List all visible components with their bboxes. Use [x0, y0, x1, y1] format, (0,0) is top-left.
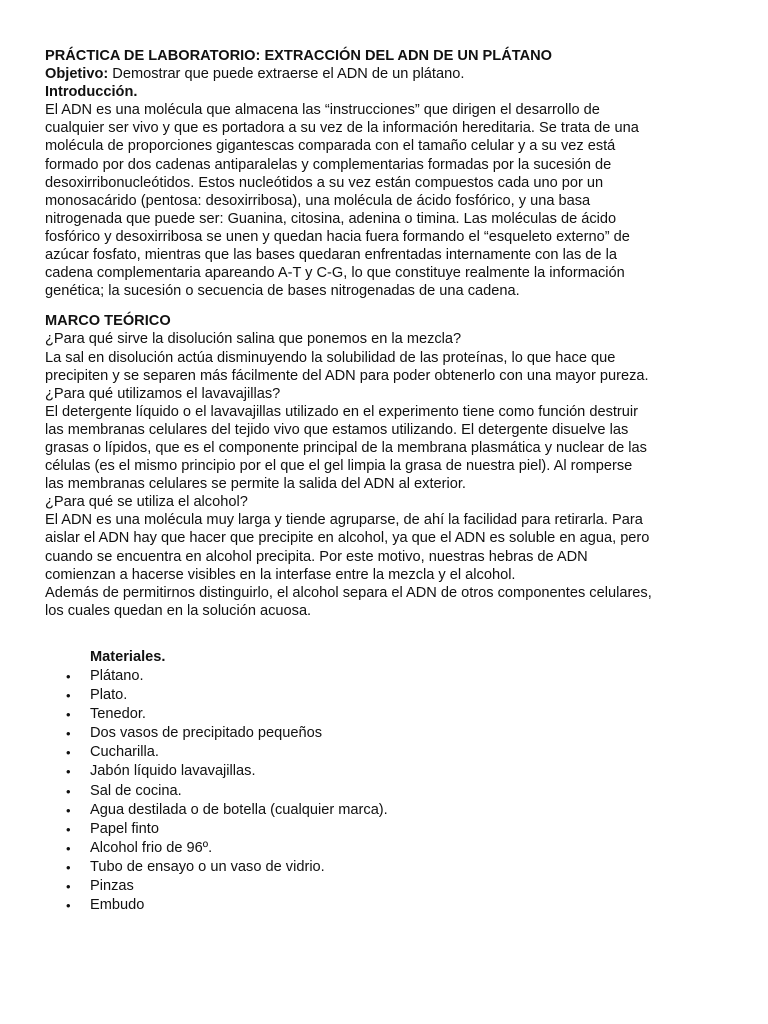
marco-line: ¿Para qué se utiliza el alcohol?	[45, 494, 248, 511]
marco-line: las membranas celulares del tejido vivo que estamos utilizando. El detergente disuelve las	[45, 421, 629, 438]
materials-list	[45, 667, 735, 915]
list-item	[45, 705, 735, 724]
list-item	[45, 820, 735, 839]
list-item	[45, 762, 735, 781]
bullet-icon: •	[66, 669, 71, 684]
marco-line: cuando se encuentra en alcohol precipita. Por este motivo, nuestras hebras de ADN	[45, 548, 588, 565]
marco-body	[45, 330, 735, 620]
list-item	[45, 667, 735, 686]
list-item	[45, 724, 735, 743]
objective-text: Demostrar que puede extraerse el ADN de un plátano.	[108, 66, 465, 83]
marco-line: precipiten y se separen más fácilmente del ADN para poder obtenerlo con una mayor pureza.	[45, 367, 649, 384]
material-label: Tubo de ensayo o un vaso de vidrio.	[90, 858, 325, 875]
intro-line: monosacárido (pentosa: desoxirribosa), una molécula de ácido fosfórico, y una basa	[45, 192, 591, 209]
material-label: Plátano.	[90, 668, 144, 684]
marco-line: los cuales quedan en la solución acuosa.	[45, 602, 312, 619]
material-label: Agua destilada o de botella (cualquier marca).	[90, 801, 388, 818]
material-label: Cucharilla.	[90, 744, 159, 761]
page-title: PRÁCTICA DE LABORATORIO: EXTRACCIÓN DEL ADN DE UN PLÁTANO	[45, 48, 552, 64]
intro-line: genética; la sucesión o secuencia de bases nitrogenadas de una cadena.	[45, 283, 520, 300]
intro-line: cualquier ser vivo y que es portadora a su vez de la información hereditaria. Se trata de una	[45, 120, 639, 137]
bullet-icon: •	[66, 783, 71, 799]
materials-heading: Materiales.	[90, 648, 166, 665]
list-item	[45, 686, 735, 705]
list-item	[45, 896, 735, 915]
intro-line: cadena complementaria apareando A-T y C-G, lo que constituye realmente la información	[45, 265, 625, 282]
marco-line: ¿Para qué utilizamos el lavavajillas?	[45, 385, 281, 402]
intro-line: fosfórico y desoxirribosa se unen y quedan hacia fuera formando el “esqueleto externo” de	[45, 228, 630, 245]
marco-line: El ADN es una molécula muy larga y tiende agruparse, de ahí la facilidad para retirarla. Para	[45, 512, 643, 529]
bullet-icon: •	[66, 802, 71, 818]
bullet-icon: •	[66, 707, 71, 723]
list-item	[45, 743, 735, 762]
marco-line: La sal en disolución actúa disminuyendo la solubilidad de las proteínas, lo que hace que	[45, 349, 616, 366]
marco-line: El detergente líquido o el lavavajillas utilizado en el experimento tiene como función destruir	[45, 403, 639, 420]
marco-line: aislar el ADN hay que hacer que precipite en alcohol, ya que el ADN es soluble en agua, pero	[45, 530, 650, 547]
objective-label: Objetivo:	[45, 66, 109, 83]
marco-heading: MARCO TEÓRICO	[45, 313, 171, 330]
document-page	[45, 47, 735, 915]
marco-line: grasas o lípidos, que es el componente principal de la membrana plasmática y nuclear de las	[45, 439, 647, 456]
intro-line: formado por dos cadenas antiparalelas y complementarias formadas por la sucesión de	[45, 156, 612, 173]
objective-line	[45, 65, 735, 83]
marco-line: células (es el mismo principio por el que el gel limpia la grasa de nuestra piel). Al romperse	[45, 458, 633, 475]
bullet-icon: •	[66, 745, 71, 761]
bullet-icon: •	[66, 840, 71, 856]
intro-line: molécula de proporciones gigantescas comparada con el tamaño celular y a su vez está	[45, 138, 616, 155]
intro-line: azúcar fosfato, mientras que las bases quedaran enfrentadas internamente con las de la	[45, 247, 617, 264]
material-label: Sal de cocina.	[90, 782, 182, 799]
marco-line: comienzan a hacerse visibles en la interfase entre la mezcla y el alcohol.	[45, 566, 516, 583]
material-label: Alcohol frio de 96º.	[90, 839, 213, 856]
intro-line: desoxirribonucleótidos. Estos nucleótidos a su vez están compuestos cada uno por un	[45, 174, 604, 191]
intro-body	[45, 101, 735, 300]
intro-line: El ADN es una molécula que almacena las “instrucciones” que dirigen el desarrollo de	[45, 102, 600, 119]
material-label: Dos vasos de precipitado pequeños	[90, 725, 323, 742]
bullet-icon: •	[66, 764, 71, 780]
bullet-icon: •	[66, 688, 71, 704]
bullet-icon: •	[66, 821, 71, 837]
list-item	[45, 858, 735, 877]
list-item	[45, 839, 735, 858]
material-label: Tenedor.	[90, 706, 146, 723]
material-label: Pinzas	[90, 878, 134, 895]
list-item	[45, 801, 735, 820]
bullet-icon: •	[66, 898, 71, 914]
marco-line: Además de permitirnos distinguirlo, el alcohol separa el ADN de otros componentes celulares,	[45, 584, 652, 601]
marco-line: ¿Para qué sirve la disolución salina que ponemos en la mezcla?	[45, 331, 462, 348]
intro-line: nitrogenada que puede ser: Guanina, citosina, adenina o timina. Las moléculas de ácido	[45, 210, 617, 227]
material-label: Jabón líquido lavavajillas.	[90, 763, 256, 780]
intro-heading: Introducción.	[45, 84, 138, 101]
bullet-icon: •	[66, 879, 71, 895]
material-label: Plato.	[90, 687, 128, 704]
material-label: Embudo	[90, 897, 145, 914]
list-item	[45, 877, 735, 896]
material-label: Papel finto	[90, 820, 159, 837]
bullet-icon: •	[66, 859, 71, 875]
list-item	[45, 782, 735, 801]
marco-line: las membranas celulares se permite la salida del ADN al exterior.	[45, 476, 466, 493]
bullet-icon: •	[66, 726, 71, 742]
